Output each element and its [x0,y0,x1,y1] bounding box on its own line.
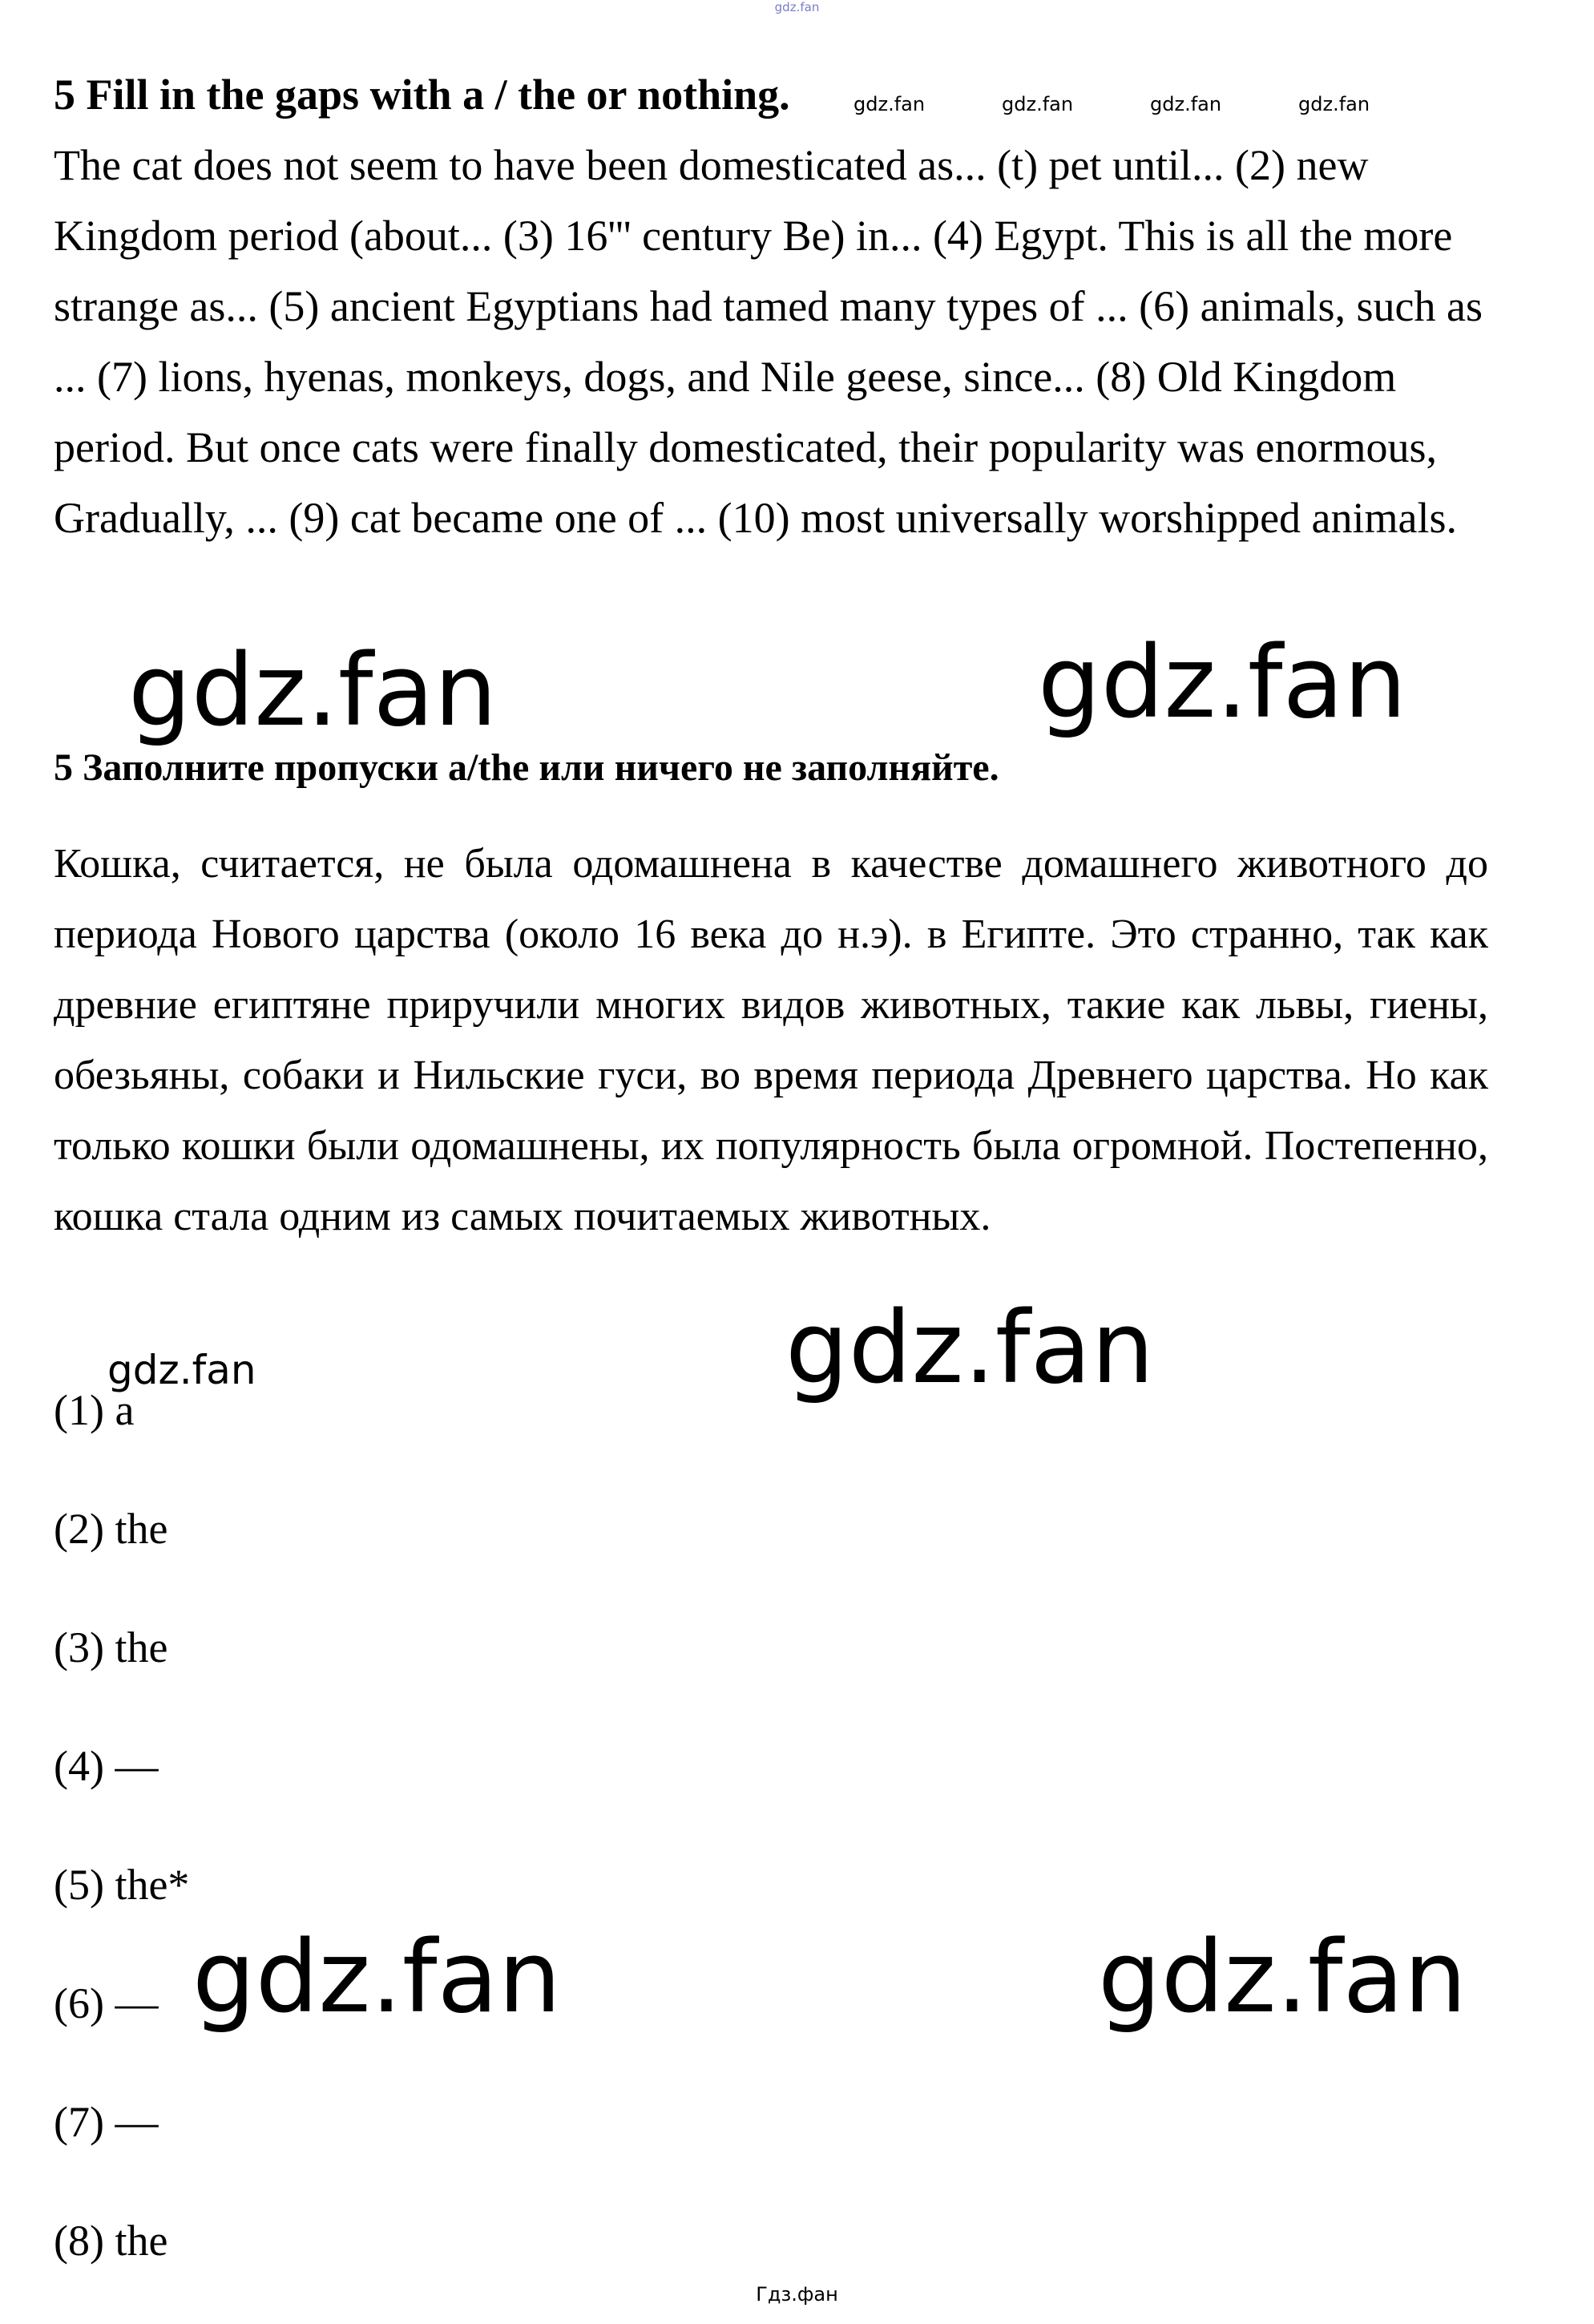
english-task-text [54,130,1496,553]
footer-watermark: Гдз.фан [756,2283,838,2306]
watermark-small: gdz.fan [1298,93,1370,115]
russian-translation-text [54,829,1488,1252]
watermark-large: gdz.fan [1098,1920,1467,2035]
english-task-heading: 5 Fill in the gaps with a / the or nothing. [54,71,790,119]
watermark-large: gdz.fan [128,633,498,749]
watermark-small: gdz.fan [1002,93,1074,115]
answer-item: (5) the* [54,1861,190,1909]
answer-item: (4) — [54,1742,159,1790]
top-watermark: gdz.fan [774,0,820,14]
watermark-medium: gdz.fan [107,1347,256,1393]
answer-item: (1) a [54,1386,135,1434]
answer-item: (2) the [54,1505,168,1553]
english-paragraph: The cat does not seem to have been domesticated as... (t) pet until... (2) new Kingdom period (about... (3) 16''' century Be) in... (4) Egypt. This is all the more strange as... (5) ancient Egyptians had tamed many types of ... (6) animals, such as ... (7) lions, hyenas, monkeys, dogs, and Nile geese, since... (8) Old Kingdom period. But once cats were finally domesticated, their popularity was enormous, Gradually, ... (9) cat became one of ... (10) most universally worshipped animals. [54,141,1483,542]
russian-paragraph: Кошка, считается, не была одомашнена в качестве домашнего животного до периода Нового царства (около 16 века до н.э). в Египте. Это странно, так как древние египтяне приручили многих видов животных, такие как львы, гиены, обезьяны, собаки и Нильские гуси, во время периода Древнего царства. Но как только кошки были одомашнены, их популярность была огромной. Постепенно, кошка стала одним из самых почитаемых животных. [54,841,1488,1239]
russian-task-heading: 5 Заполните пропуски a/the или ничего не заполняйте. [54,746,999,789]
answer-item: (7) — [54,2098,159,2146]
watermark-small: gdz.fan [853,93,926,115]
answer-item: (6) — [54,1979,159,2027]
answer-item: (3) the [54,1623,168,1671]
answers-list [54,1375,189,2324]
watermark-large: gdz.fan [1038,625,1407,741]
watermark-large: gdz.fan [192,1920,562,2035]
watermark-large: gdz.fan [785,1291,1155,1406]
watermark-small: gdz.fan [1150,93,1222,115]
answer-item: (8) the [54,2217,168,2265]
